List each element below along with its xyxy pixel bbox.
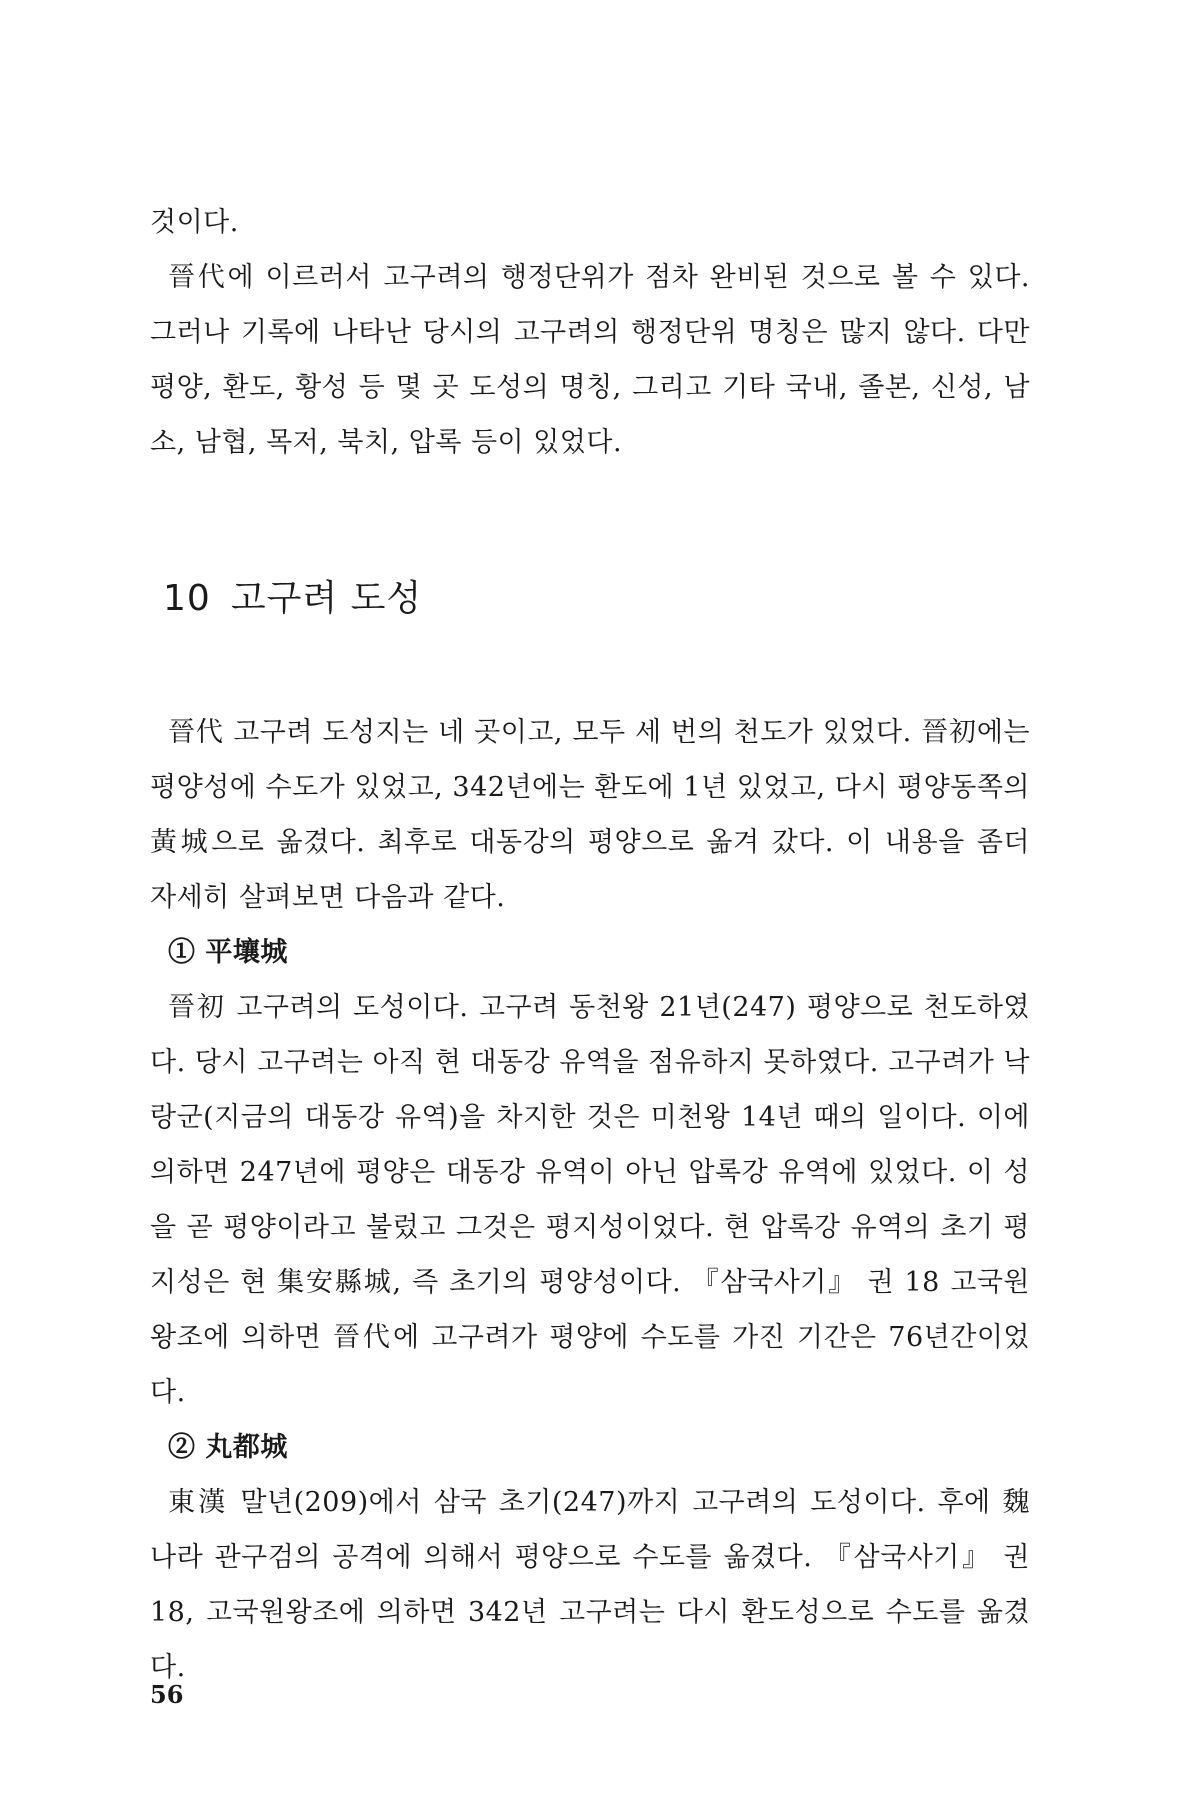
section-title <box>163 570 422 621</box>
section-body <box>150 705 1030 1695</box>
intro-paragraph-1: 것이다. <box>150 207 239 238</box>
section-number: 10 <box>163 578 211 619</box>
subsection-heading-2: ② 丸都城 <box>168 1432 288 1463</box>
body-paragraph-1: 晉代 고구려 도성지는 네 곳이고, 모두 세 번의 천도가 있었다. 晉初에는 평양성에 수도가 있었고, 342년에는 환도에 1년 있었고, 다시 평양동쪽의 黃城으로 옮겼다. 최후로 대동강의 평양으로 옮겨 갔다. 이 내용을 좀더 자세히 살펴보면 다음과 같다. <box>150 717 1030 913</box>
subsection-paragraph-2: 東漢 말년(209)에서 삼국 초기(247)까지 고구려의 도성이다. 후에 魏나라 관구검의 공격에 의해서 평양으로 수도를 옮겼다. 『삼국사기』 권 18, 고국원왕조에 의하면 342년 고구려는 다시 환도성으로 수도를 옮겼다. <box>150 1487 1030 1683</box>
intro-text <box>150 195 1030 470</box>
page-number: 56 <box>150 1680 184 1709</box>
subsection-heading-1: ① 平壤城 <box>168 937 288 968</box>
section-title-text: 고구려 도성 <box>230 578 423 619</box>
intro-paragraph-2: 晉代에 이르러서 고구려의 행정단위가 점차 완비된 것으로 볼 수 있다. 그러나 기록에 나타난 당시의 고구려의 행정단위 명칭은 많지 않다. 다만 평양, 환도, 황성 등 몇 곳 도성의 명칭, 그리고 기타 국내, 졸본, 신성, 남소, 남협, 목저, 북치, 압록 등이 있었다. <box>150 262 1030 458</box>
subsection-paragraph-1: 晉初 고구려의 도성이다. 고구려 동천왕 21년(247) 평양으로 천도하였다. 당시 고구려는 아직 현 대동강 유역을 점유하지 못하였다. 고구려가 낙랑군(지금의 대동강 유역)을 차지한 것은 미천왕 14년 때의 일이다. 이에 의하면 247년에 평양은 대동강 유역이 아닌 압록강 유역에 있었다. 이 성을 곧 평양이라고 불렀고 그것은 평지성이었다. 현 압록강 유역의 초기 평지성은 현 集安縣城, 즉 초기의 평양성이다. 『삼국사기』 권 18 고국원왕조에 의하면 晉代에 고구려가 평양에 수도를 가진 기간은 76년간이었다. <box>150 992 1030 1408</box>
